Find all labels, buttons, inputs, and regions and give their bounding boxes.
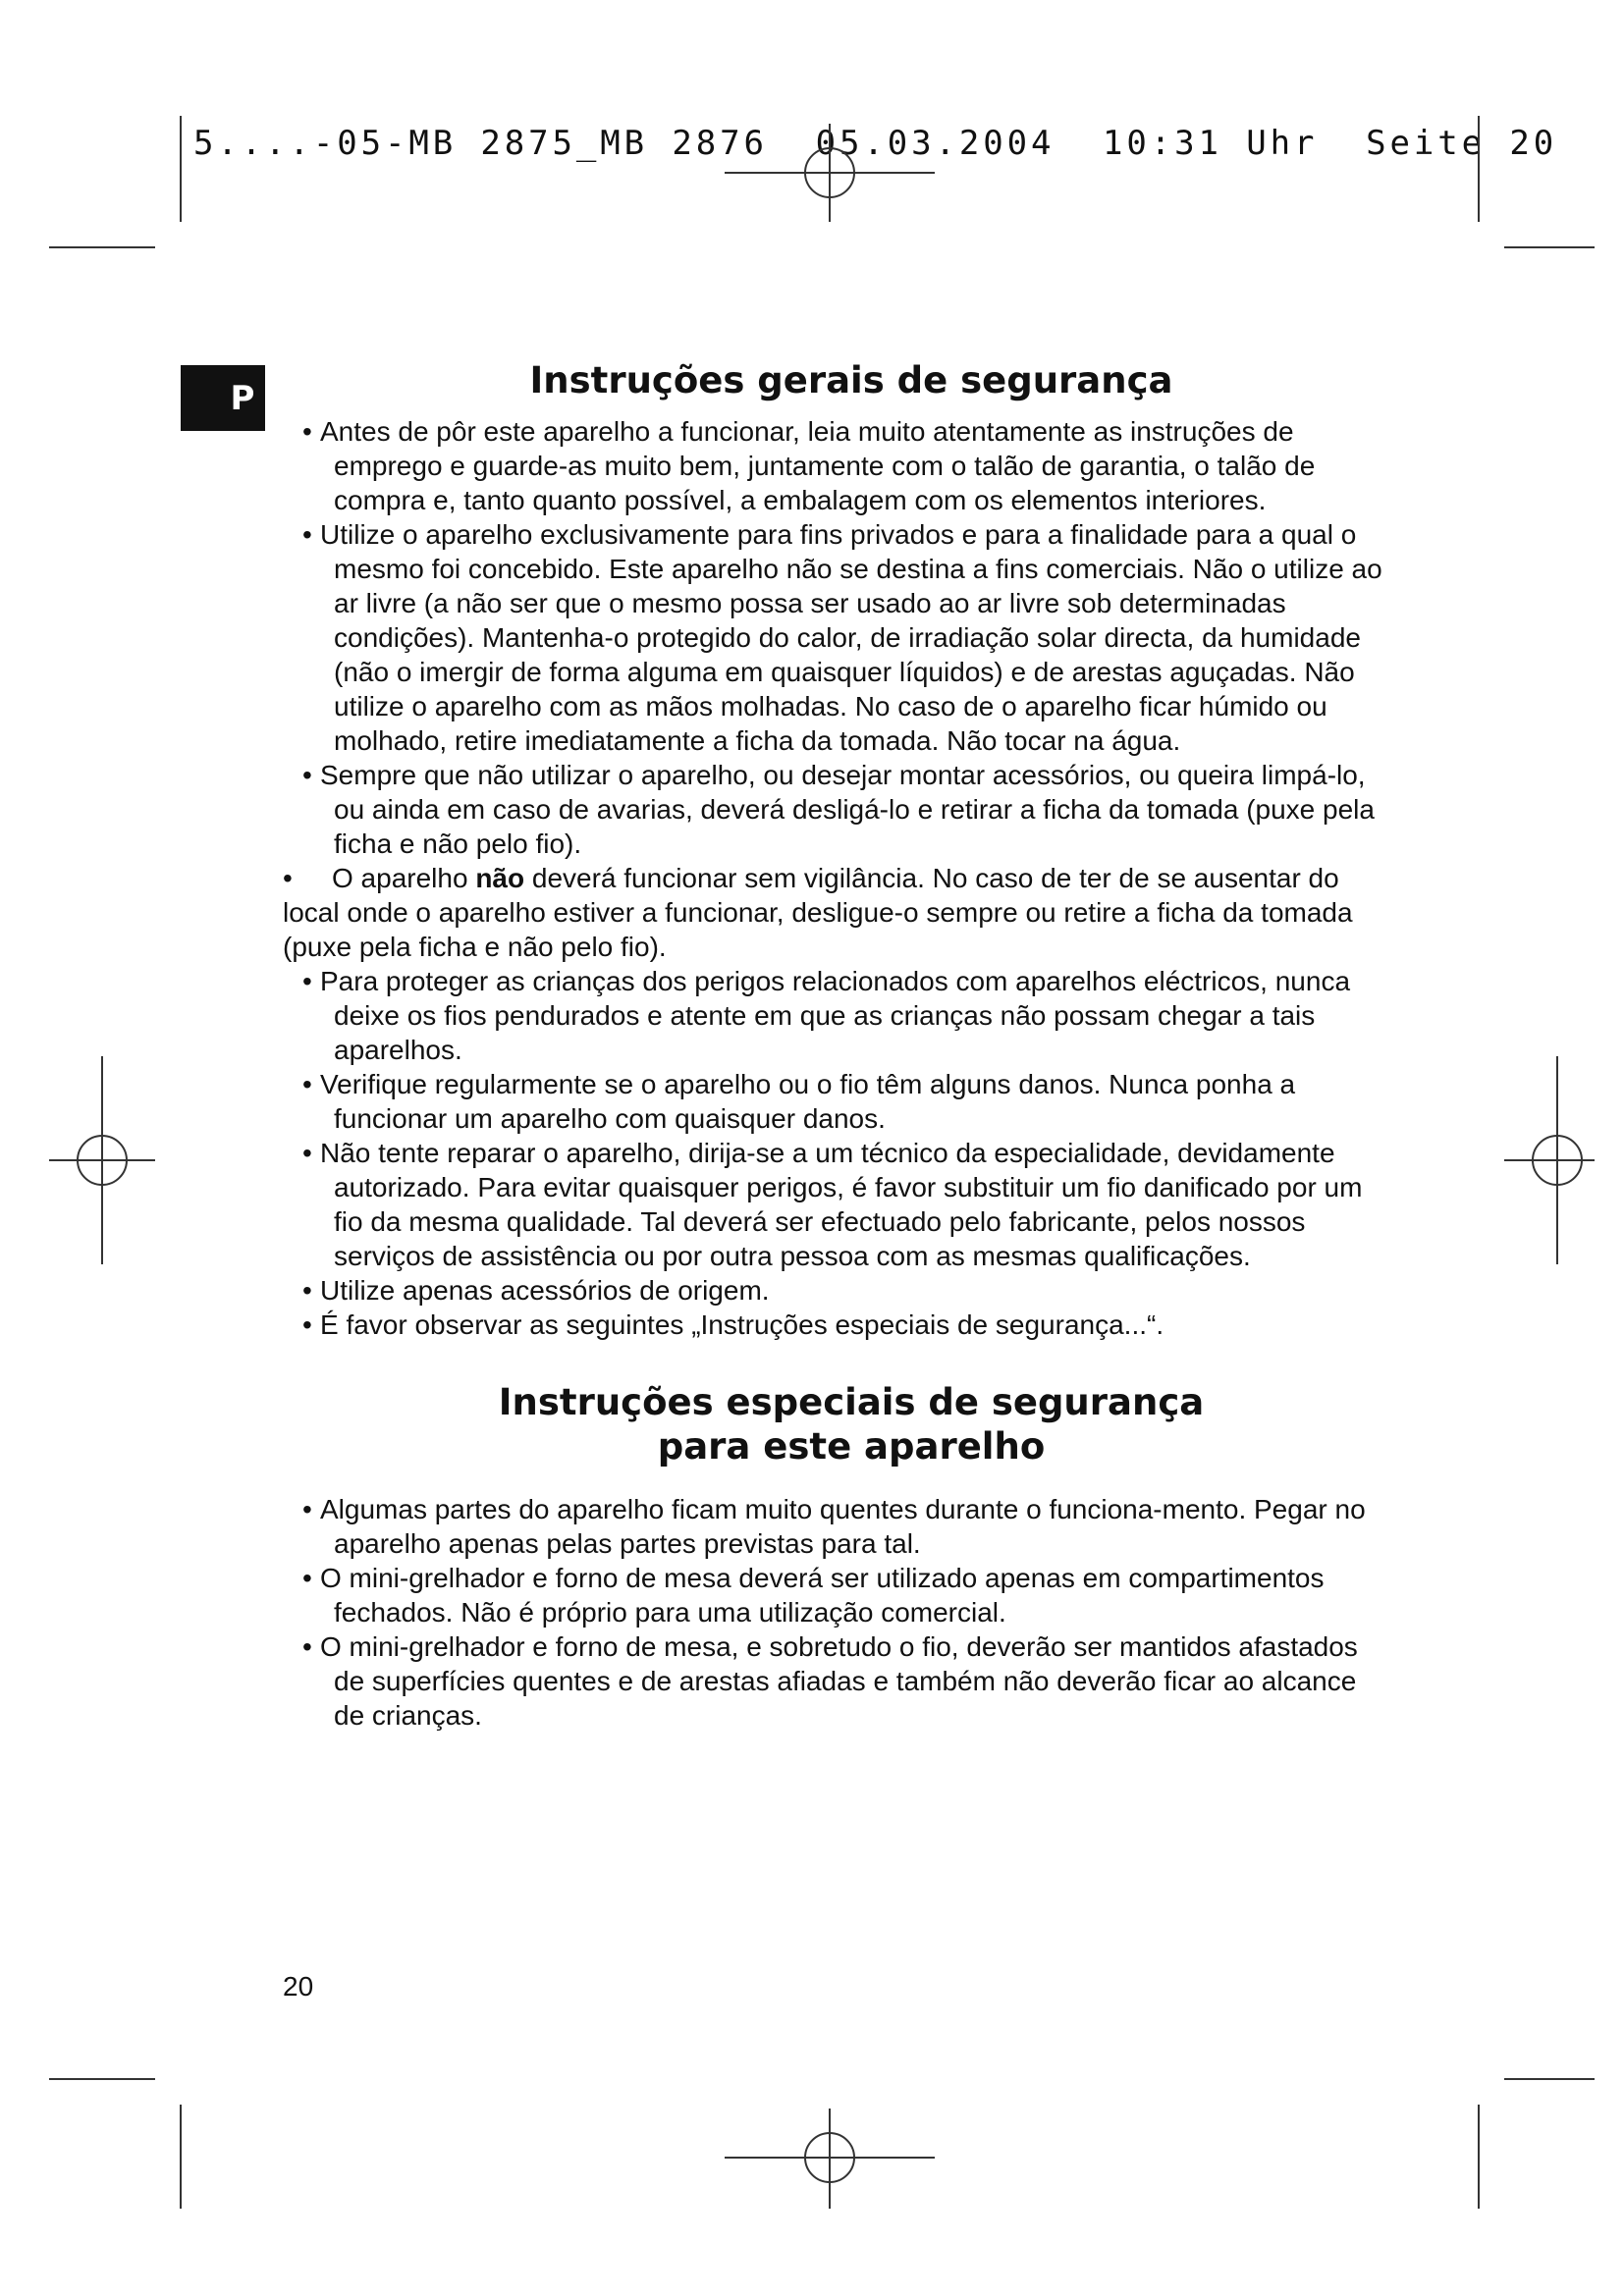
- list-item: • Não tente reparar o aparelho, dirija-se a um técnico da especialidade, devidamente autorizado. Para evitar quaisquer perigos, é favor substituir um fio danificado por um fio da mesma qualidade. Tal deverá ser efectuado pelo fabricante, pelos nossos serviços de assistência ou por outra pessoa com as mesmas qualificações.: [283, 1136, 1392, 1273]
- list-item-emphasis: não: [475, 863, 525, 894]
- list-item: • Utilize apenas acessórios de origem.: [283, 1273, 1392, 1308]
- special-safety-list: [283, 1492, 1392, 1733]
- list-item: • Utilize o aparelho exclusivamente para fins privados e para a finalidade para a qual o mesmo foi concebido. Este aparelho não se destina a fins comerciais. Não o utilize ao ar livre (a não ser que o mesmo possa ser usado ao ar livre sob determinadas condições). Mantenha-o protegido do calor, de irradiação solar directa, da humidade (não o imergir de forma alguma em quaisquer líquidos) e de arestas aguçadas. Não utilize o aparelho com as mãos molhadas. No caso de o aparelho ficar húmido ou molhado, retire imediatamente a ficha da tomada. Não tocar na água.: [283, 517, 1392, 758]
- list-item-text: deverá funcionar sem vigilância. No caso de ter de se ausentar do local onde o aparelho estiver a funcionar, desligue-o sempre ou retire a ficha da tomada (puxe pela ficha e não pelo fio).: [283, 863, 1353, 963]
- section-title-general-safety: Instruções gerais de segurança: [529, 359, 1173, 401]
- list-item: • É favor observar as seguintes „Instruções especiais de segurança...“.: [283, 1308, 1392, 1342]
- registration-mark-right: [1504, 1056, 1595, 1264]
- registration-mark-top: [725, 124, 935, 222]
- language-tab: P: [181, 365, 265, 431]
- list-item: • Algumas partes do aparelho ficam muito quentes durante o funciona-mento. Pegar no aparelho apenas pelas partes previstas para tal.: [283, 1492, 1392, 1561]
- list-item: • O mini-grelhador e forno de mesa, e sobretudo o fio, deverão ser mantidos afastados de superfícies quentes e de arestas afiadas e também não deverão ficar ao alcance de crianças.: [283, 1629, 1392, 1733]
- list-item: • Verifique regularmente se o aparelho ou o fio têm alguns danos. Nunca ponha a funcionar um aparelho com quaisquer danos.: [283, 1067, 1392, 1136]
- section-title-special-safety: [283, 1381, 1392, 1468]
- content: [283, 359, 1392, 1733]
- list-item: • Antes de pôr este aparelho a funcionar, leia muito atentamente as instruções de emprego e guarde-as muito bem, juntamente com o talão de garantia, o talão de compra e, tanto quanto possível, a embalagem com os elementos interiores.: [283, 414, 1392, 517]
- list-item: • Para proteger as crianças dos perigos relacionados com aparelhos eléctricos, nunca deixe os fios pendurados e atente em que as crianças não possam chegar a tais aparelhos.: [283, 964, 1392, 1067]
- list-item: • O mini-grelhador e forno de mesa deverá ser utilizado apenas em compartimentos fechados. Não é próprio para uma utilização comercial.: [283, 1561, 1392, 1629]
- list-item: [283, 861, 1392, 964]
- list-item-text: O aparelho: [332, 863, 476, 894]
- registration-mark-bottom: [725, 2109, 935, 2209]
- registration-mark-left: [49, 1056, 155, 1264]
- section-title-line: para este aparelho: [657, 1424, 1046, 1468]
- section-title-line: Instruções especiais de segurança: [498, 1381, 1205, 1424]
- print-header: 5....-05-MB 2875_MB 2876 05.03.2004 10:31 Uhr Seite 20: [193, 124, 1558, 163]
- page-number: 20: [283, 1971, 314, 2002]
- list-item: • Sempre que não utilizar o aparelho, ou desejar montar acessórios, ou queira limpá-lo, ou ainda em caso de avarias, deverá desligá-lo e retirar a ficha da tomada (puxe pela ficha e não pelo fio).: [283, 758, 1392, 861]
- general-safety-list: [283, 414, 1392, 1342]
